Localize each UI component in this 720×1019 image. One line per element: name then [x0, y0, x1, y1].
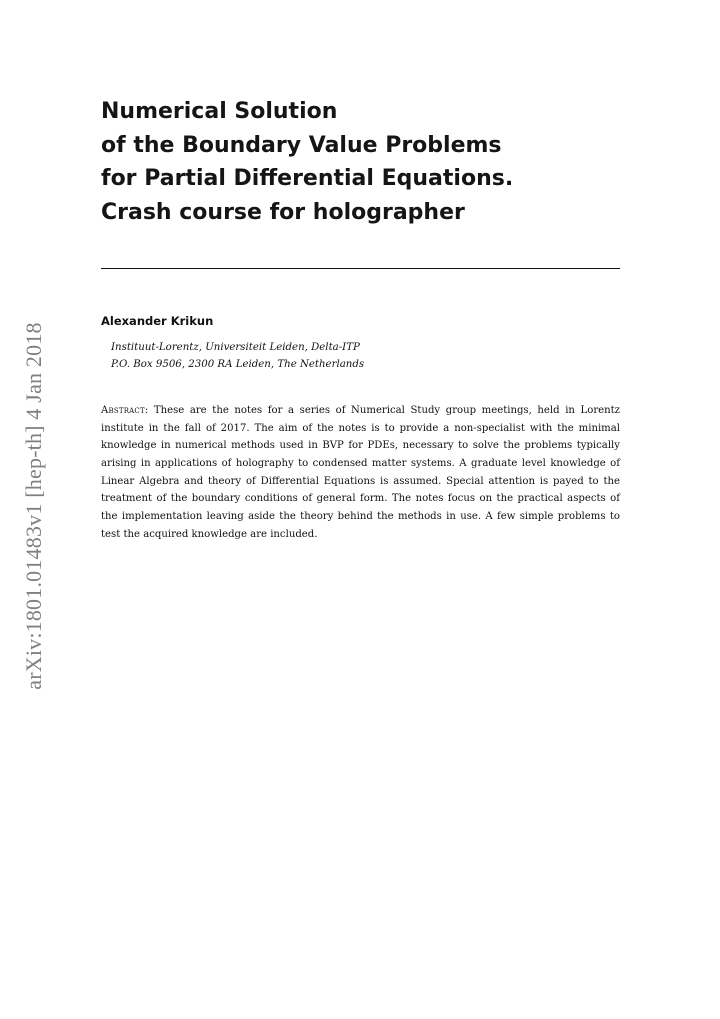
affiliation-line: P.O. Box 9506, 2300 RA Leiden, The Netherlands	[111, 359, 365, 370]
arxiv-stamp-text: arXiv:1801.01483v1 [hep-th] 4 Jan 2018	[21, 322, 46, 690]
abstract: Abstract: These are the notes for a series of Numerical Study group meetings, held in Lorentz institute in the fall of 2017. The aim of the notes is to provide a non-specialist with the minimal knowledge in numerical methods used in BVP for PDEs, necessary to solve the problems typically arising in applications of holography to condensed matter systems. A graduate level knowledge of Linear Algebra and theory of Differential Equations is assumed. Special attention is payed to the treatment of the boundary conditions of general form. The notes focus on the practical aspects of the implementation leaving aside the theory behind the methods in use. A few simple problems to test the acquired knowledge are included.	[101, 405, 620, 540]
affiliation-line: Instituut-Lorentz, Universiteit Leiden, Delta-ITP	[111, 342, 360, 353]
author-affiliation	[111, 339, 364, 373]
title-line: Numerical Solution	[101, 99, 338, 124]
title-line: of the Boundary Value Problems	[101, 132, 502, 158]
title-line: for Partial Differential Equations.	[101, 166, 514, 191]
abstract-text: These are the notes for a series of Numerical Study group meetings, held in Lorentz institute in the fall of 2017. The aim of the notes is to provide a non-specialist with the minimal knowledge in numerical methods used in BVP for PDEs, necessary to solve the problems typically arising in applications of holography to condensed matter systems. A graduate level knowledge of Linear Algebra and theory of Differential Equations is assumed. Special attention is payed to the treatment of the boundary conditions of general form. The notes focus on the practical aspects of the implementation leaving aside the theory behind the methods in use. A few simple problems to test the acquired knowledge are included.	[101, 405, 620, 540]
abstract-label: Abstract	[101, 405, 145, 416]
title-line: Crash course for holographer	[101, 199, 465, 225]
paper-title	[101, 95, 621, 229]
title-rule	[101, 268, 620, 269]
author-name: Alexander Krikun	[101, 314, 214, 328]
